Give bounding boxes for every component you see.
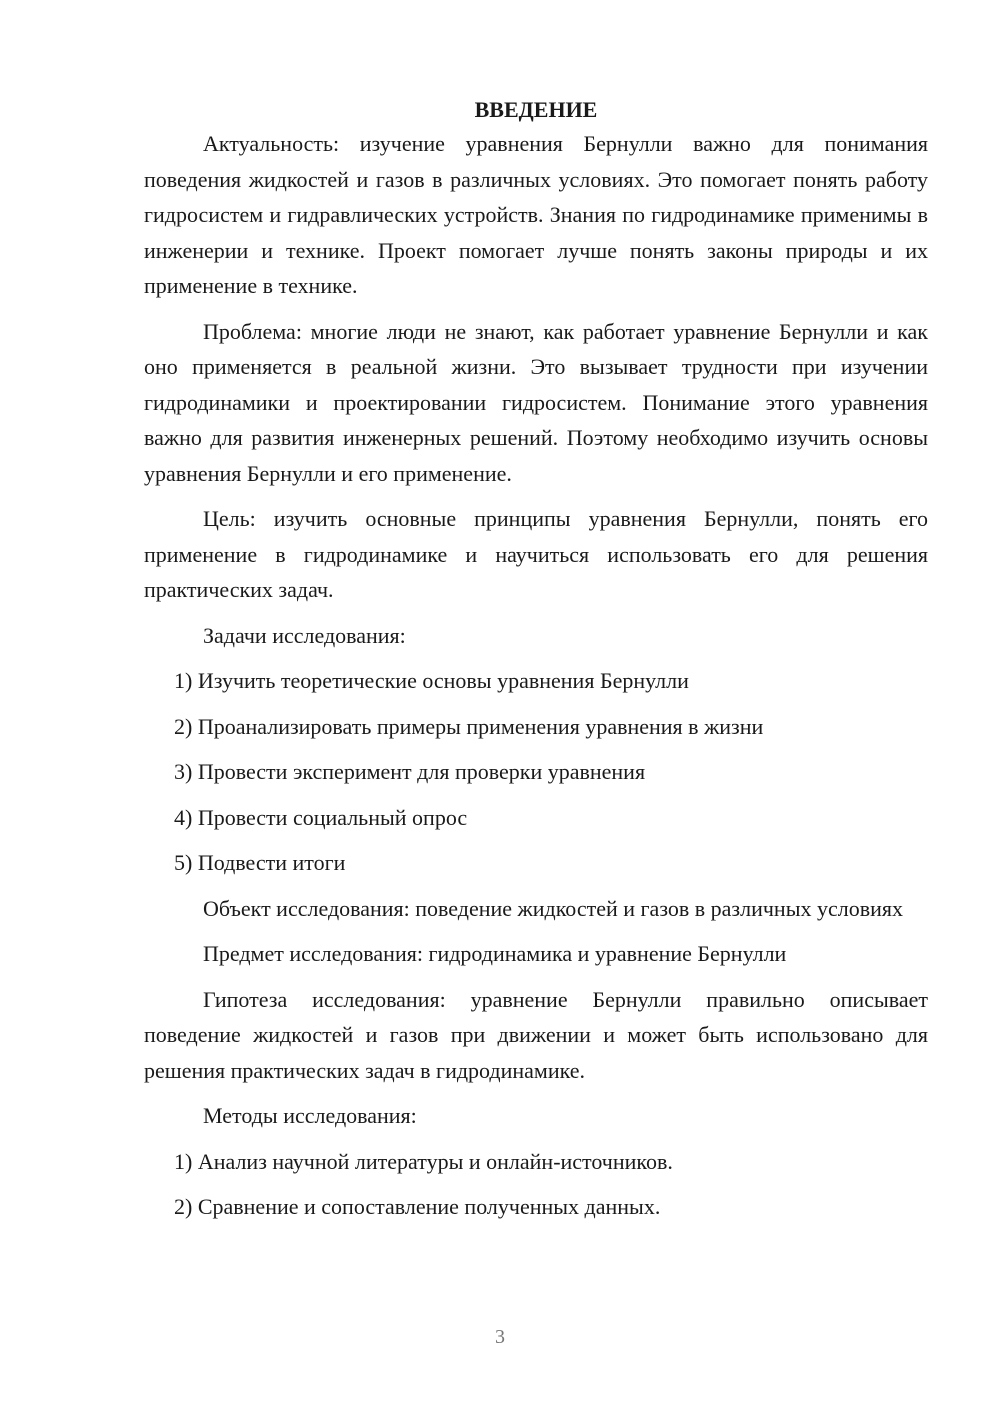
relevance-paragraph: Актуальность: изучение уравнения Бернулли важно для понимания поведения жидкостей и газов в различных условиях. Это помогает понять работу гидросистем и гидравлических устройств. Знания по гидродинамике применимы в инженерии и технике. Проект помогает лучше понять законы природы и их применение в технике. (144, 131, 928, 298)
task-item-1: 1) Изучить теоретические основы уравнения Бернулли (174, 668, 689, 693)
document-page (144, 94, 928, 1235)
goal-paragraph: Цель: изучить основные принципы уравнения Бернулли, понять его применение в гидродинамике и научиться использовать его для решения практических задач. (144, 506, 928, 602)
object-paragraph: Объект исследования: поведение жидкостей и газов в различных условиях (203, 895, 904, 921)
subject-paragraph: Предмет исследования: гидродинамика и уравнение Бернулли (203, 941, 787, 966)
method-item-1: 1) Анализ научной литературы и онлайн-источников. (174, 1148, 673, 1174)
task-item-3: 3) Провести эксперимент для проверки уравнения (174, 759, 646, 784)
section-title: ВВЕДЕНИЕ (474, 97, 598, 122)
page-number: 3 (495, 1326, 505, 1348)
methods-heading: Методы исследования: (203, 1103, 417, 1128)
method-item-2: 2) Сравнение и сопоставление полученных данных. (174, 1194, 661, 1219)
task-item-4: 4) Провести социальный опрос (174, 804, 468, 830)
hypothesis-paragraph: Гипотеза исследования: уравнение Бернулли правильно описывает поведение жидкостей и газов при движении и может быть использовано для решения практических задач в гидродинамике. (144, 986, 928, 1083)
task-item-2: 2) Проанализировать примеры применения уравнения в жизни (174, 713, 764, 739)
problem-paragraph: Проблема: многие люди не знают, как работает уравнение Бернулли и как оно применяется в реальной жизни. Это вызывает трудности при изучении гидродинамики и проектировании гидросистем. Понимание этого уравнения важно для развития инженерных решений. Поэтому необходимо изучить основы уравнения Бернулли и его применение. (144, 318, 928, 486)
task-item-5: 5) Подвести итоги (174, 850, 346, 875)
tasks-heading: Задачи исследования: (203, 622, 406, 648)
